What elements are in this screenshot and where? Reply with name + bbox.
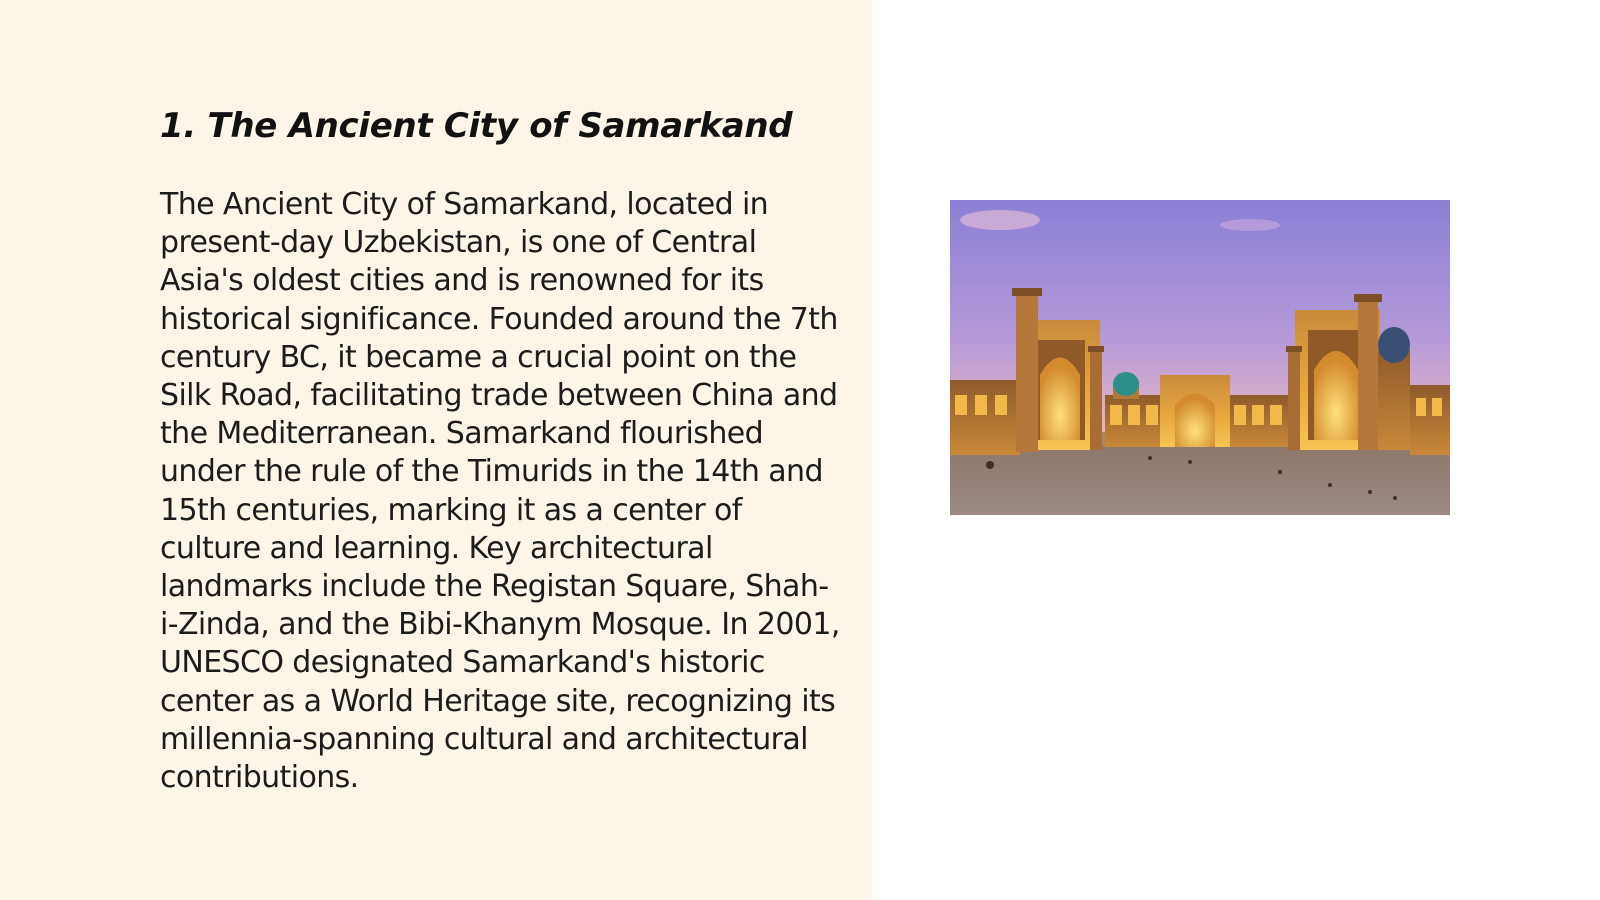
registan-square-photo [950, 200, 1450, 515]
registan-illustration [950, 200, 1450, 515]
slide-body-text: The Ancient City of Samarkand, located in present-day Uzbekistan, is one of Central Asia's oldest cities and is renowned for its historical significance. Founded around the 7th century BC, it became a crucial point on the Silk Road, facilitating trade between China and the Mediterranean. Samarkand flourished under the rule of the Timurids in the 14th and 15th centuries, marking it as a center of culture and learning. Key architectural landmarks include the Registan Square, Shah-i-Zinda, and the Bibi-Khanym Mosque. In 2001, UNESCO designated Samarkand's historic center as a World Heritage site, recognizing its millennia-spanning cultural and architectural contributions. [160, 187, 840, 796]
slide-title: 1. The Ancient City of Samarkand [160, 106, 793, 146]
